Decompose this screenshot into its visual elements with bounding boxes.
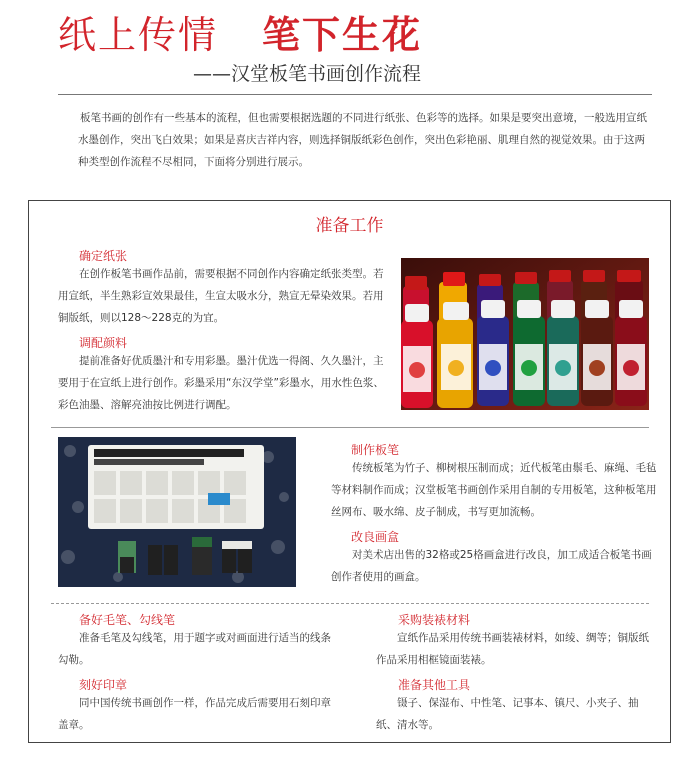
heading-brush: 制作板笔 (351, 443, 400, 457)
preparation-panel (28, 200, 671, 743)
text-brush: 传统板笔为竹子、柳树根压制而成；近代板笔由鬃毛、麻绳、毛毡等材料制作而成；汉堂板笔书画创作采用自制的专用板笔，这种板笔用丝网布、吸水绵、皮子制成，书写更加流畅。 (331, 462, 657, 518)
heading-other-tools: 准备其他工具 (398, 678, 471, 692)
title-left: 纸上传情 (58, 13, 219, 57)
text-pigment: 提前准备好优质墨汁和专用彩墨。墨汁优选一得阁、久久墨汁，主要用于在宣纸上进行创作。彩墨采用“东汉学堂”彩墨水，用水性色浆、彩色油墨、溶解亮油按比例进行调配。 (58, 355, 384, 411)
divider (58, 94, 652, 95)
heading-seal: 刻好印章 (79, 678, 128, 692)
text-mounting: 宣纸作品采用传统书画装裱材料，如绫、绸等；铜版纸作品采用相框镜面装裱。 (376, 632, 649, 666)
heading-paper: 确定纸张 (79, 249, 128, 263)
heading-pigment: 调配颜料 (79, 336, 128, 350)
heading-palette: 改良画盒 (351, 530, 400, 544)
page-title (58, 4, 422, 59)
palette-box-photo (58, 437, 296, 587)
ink-bottles-photo (401, 258, 649, 410)
heading-writing-brush: 备好毛笔、勾线笔 (79, 613, 176, 627)
text-other-tools: 镊子、保湿布、中性笔、记事本、镇尺、小夹子、抽纸、清水等。 (376, 697, 639, 731)
divider (51, 603, 649, 604)
title-right: 笔下生花 (262, 13, 423, 57)
intro-paragraph: 板笔书画的创作有一些基本的流程，但也需要根据选题的不同进行纸张、色彩等的选择。如果是要突出意境，一般选用宣纸水墨创作，突出飞白效果；如果是喜庆吉祥内容，则选择铜版纸彩色创作，突出色彩艳丽、肌理自然的视觉效果。由于这两种类型创作流程不尽相同，下面将分别进行展示。 (78, 112, 647, 168)
text-palette: 对美术店出售的32格或25格画盒进行改良，加工成适合板笔书画创作者使用的画盒。 (331, 549, 652, 583)
divider (51, 427, 649, 428)
panel-title: 准备工作 (315, 216, 384, 236)
text-writing-brush: 准备毛笔及勾线笔，用于题字或对画面进行适当的线条勾勒。 (58, 632, 331, 666)
page-subtitle: ——汉堂板笔书画创作流程 (193, 63, 422, 85)
heading-mounting: 采购装裱材料 (398, 613, 471, 627)
text-seal: 同中国传统书画创作一样，作品完成后需要用石刻印章盖章。 (58, 697, 331, 731)
text-paper: 在创作板笔书画作品前，需要根据不同创作内容确定纸张类型。若用宣纸，半生熟彩宣效果最佳，生宣太吸水分，熟宣无晕染效果。若用铜版纸，则以128～228克的为宜。 (58, 268, 384, 324)
